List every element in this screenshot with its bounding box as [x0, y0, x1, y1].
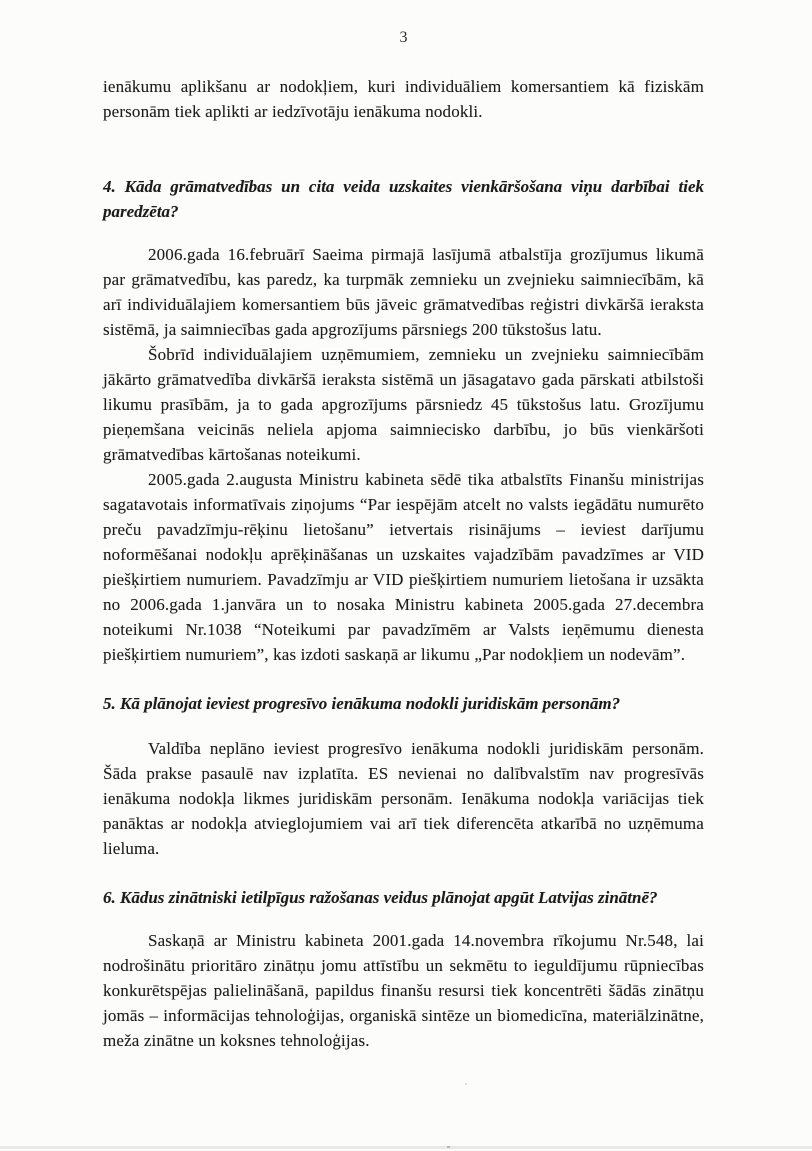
scan-artifact-speck	[465, 1083, 467, 1085]
section-4-paragraph-3: 2005.gada 2.augusta Ministru kabineta sēdē tika atbalstīts Finanšu ministrijas sagatavotais informatīvais ziņojums “Par iespējām atcelt no valsts iegādātu numurēto preču pavadzīmju-rēķinu lietošanu” ietvertais risinājums – ieviest darījumu noformēšanai nodokļu aprēķināšanas un uzskaites vajadzībām pavadzīmes ar VID piešķirtiem numuriem. Pavadzīmju ar VID piešķirtiem numuriem lietošana ir uzsākta no 2006.gada 1.janvāra un to nosaka Ministru kabineta 2005.gada 27.decembra noteikumi Nr.1038 “Noteikumi par pavadzīmēm ar Valsts ieņēmumu dienesta piešķirtiem numuriem”, kas izdoti saskaņā ar likumu „Par nodokļiem un nodevām”.	[103, 470, 704, 664]
section-6-heading: 6. Kādus zinātniski ietilpīgus ražošanas veidus plānojat apgūt Latvijas zinātnē?	[103, 888, 658, 907]
section-4-paragraph-1: 2006.gada 16.februārī Saeima pirmajā lasījumā atbalstīja grozījumus likumā par grāmatvedību, kas paredz, ka turpmāk zemnieku un zvejnieku saimniecībām, kā arī individuālajiem komersantiem būs jāveic grāmatvedības reģistri divkāršā ieraksta sistēmā, ja saimniecības gada apgrozījums pārsniegs 200 tūkstošus latu.	[103, 245, 704, 339]
scan-artifact-bottom-edge	[0, 1146, 812, 1149]
page-content	[103, 0, 704, 1053]
section-4-heading: 4. Kāda grāmatvedības un cita veida uzskaites vienkāršošana viņu darbībai tiek paredzēta?	[103, 177, 704, 221]
section-6-paragraph-1: Saskaņā ar Ministru kabineta 2001.gada 14.novembra rīkojumu Nr.548, lai nodrošinātu prioritāro zinātņu jomu attīstību un sekmētu to ieguldījumu rūpniecības konkurētspējas palielināšanā, papildus finanšu resursi tiek koncentrēti šādās zinātņu jomās – informācijas tehnoloģijas, organiskā sintēze un biomedicīna, materiālzinātne, meža zinātne un koksnes tehnoloģijas.	[103, 931, 704, 1050]
scan-artifact-speck	[447, 1146, 450, 1148]
page-number: 3	[399, 29, 408, 46]
section-4-paragraph-2: Šobrīd individuālajiem uzņēmumiem, zemnieku un zvejnieku saimniecībām jākārto grāmatvedība divkāršā ieraksta sistēmā un jāsagatavo gada pārskati atbilstoši likumu prasībām, ja to gada apgrozījums pārsniedz 45 tūkstošus latu. Grozījumu pieņemšana veicinās neliela apjoma saimniecisko darbību, jo būs vienkāršoti grāmatvedības kārtošanas noteikumi.	[103, 345, 704, 464]
section-5-heading: 5. Kā plānojat ieviest progresīvo ienākuma nodokli juridiskām personām?	[103, 694, 621, 713]
paragraph-continuation: ienākumu aplikšanu ar nodokļiem, kuri individuāliem komersantiem kā fiziskām personām tiek aplikti ar iedzīvotāju ienākuma nodokli.	[103, 77, 704, 121]
section-5-paragraph-1: Valdība neplāno ieviest progresīvo ienākuma nodokli juridiskām personām. Šāda prakse pasaulē nav izplatīta. ES nevienai no dalībvalstīm nav progresīvās ienākuma nodokļa likmes juridiskām personām. Ienākuma nodokļa variācijas tiek panāktas ar nodokļa atvieglojumiem vai arī tiek diferencēta atkarībā no uzņēmuma lieluma.	[103, 739, 704, 858]
